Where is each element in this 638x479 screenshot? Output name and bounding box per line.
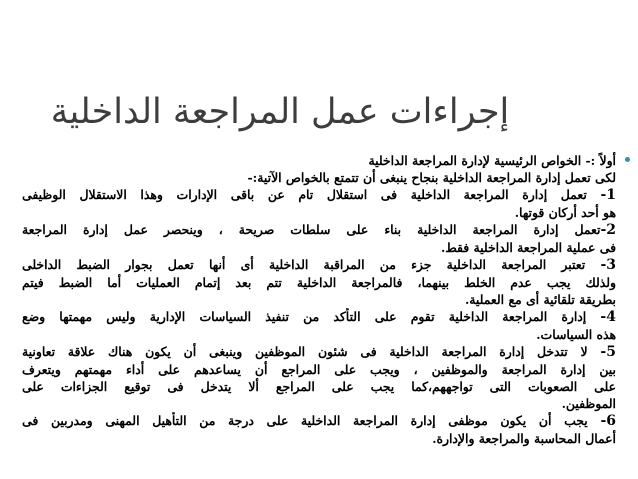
point-5 — [22, 343, 616, 412]
point-line: هذه السياسات. — [536, 327, 616, 342]
point-line: 6- يجب أن يكون موظفى إدارة المراجعة الداخلية على درجة من التأهيل المهنى ومدربين فى — [22, 413, 616, 429]
point-line: 4- إدارة المراجعة الداخلية تقوم على التأكد من تنفيذ السياسات الإدارية وليس مهمتها وضع — [22, 309, 616, 325]
point-line: على الصعوبات التى تواجههم،كما يجب على المراجع ألا يتدخل فى توقيع الجزاءات على — [22, 379, 616, 394]
point-1 — [22, 186, 616, 221]
point-number: 6- — [600, 413, 616, 429]
intro-heading-row — [22, 152, 616, 169]
point-line: ولذلك يجب عدم الخلط بينهما، فالمراجعة الداخلية تتم بعد إتمام العمليات أما الضبط فيتم — [22, 275, 616, 290]
intro-lead: لكى تعمل إدارة المراجعة الداخلية بنجاح ينبغى أن تتمتع بالخواص الآتية:- — [247, 170, 616, 185]
point-line: بطريقة تلقائية أى مع العملية. — [464, 292, 616, 307]
point-line: بين إدارة المراجعة والموظفين ، ويجب على المراجع أن يساعدهم على أداء مهمتهم ويتعرف — [22, 362, 616, 377]
point-line: الموظفين. — [561, 396, 616, 411]
point-2 — [22, 221, 616, 256]
point-line: 3- تعتبر المراجعة الداخلية جزء من المراقبة الداخلية أى أنها تعمل بجوار الضبط الداخلى — [22, 257, 616, 273]
point-number: 2- — [600, 222, 616, 238]
slide-content — [22, 152, 616, 447]
point-line: هو أحد أركان قوتها. — [514, 205, 616, 220]
point-number: 5- — [600, 344, 616, 360]
point-number: 3- — [600, 257, 616, 273]
intro-heading: أولاً :- الخواص الرئيسية لإدارة المراجعة الداخلية — [368, 153, 616, 168]
point-6 — [22, 412, 616, 447]
point-line: 2-تعمل إدارة المراجعة الداخلية بناء على سلطات صريحة ، وينحصر عمل إدارة المراجعة — [22, 222, 616, 238]
point-number: 4- — [600, 309, 616, 325]
point-number: 1- — [600, 187, 616, 203]
point-line: 5- لا تتدخل إدارة المراجعة الداخلية فى شئون الموظفين وينبغى أن يكون هناك علاقة تعاونية — [22, 344, 616, 360]
point-3 — [22, 256, 616, 308]
point-line: فى عملية المراجعة الداخلية فقط. — [440, 240, 616, 255]
bullet-icon — [625, 157, 630, 162]
point-line: أعمال المحاسبة والمراجعة والإدارة. — [432, 431, 616, 446]
point-4 — [22, 308, 616, 343]
point-line: 1- تعمل إدارة المراجعة الداخلية فى استقلال تام عن باقى الإدارات وهذا الاستقلال الوظيفى — [22, 187, 616, 203]
slide-title: إجراءات عمل المراجعة الداخلية — [50, 92, 510, 132]
